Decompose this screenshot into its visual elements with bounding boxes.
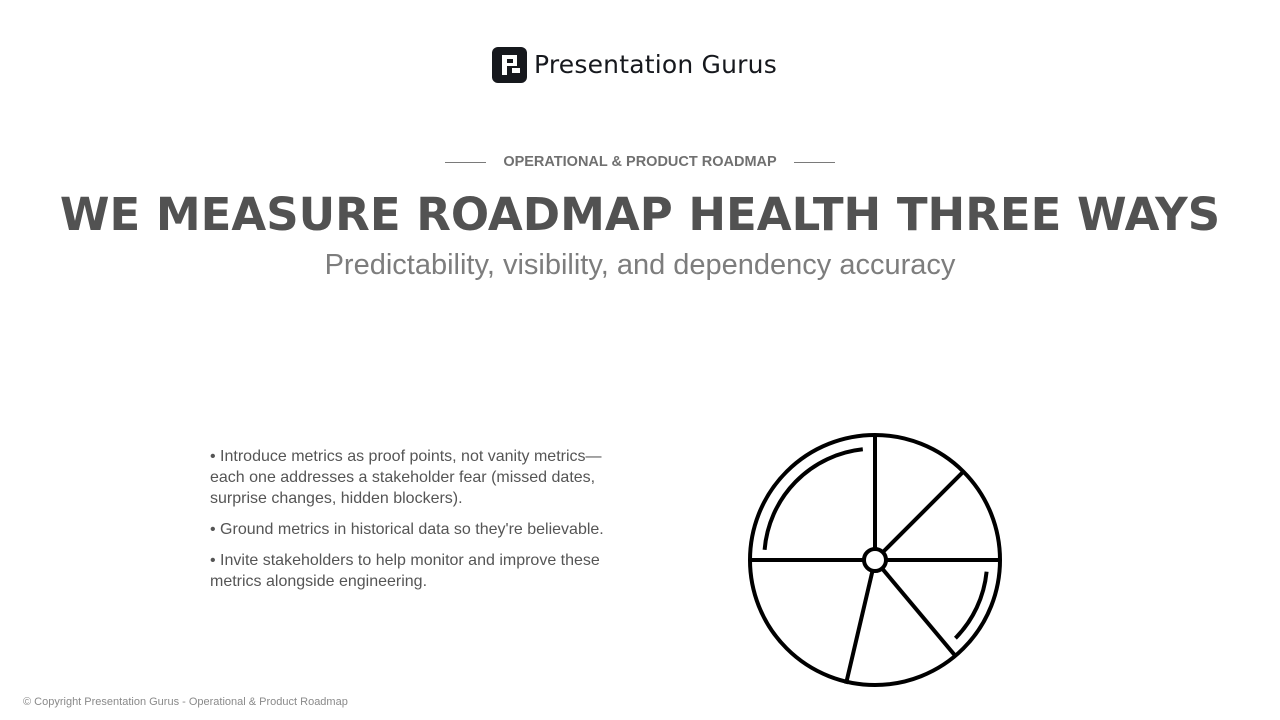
brand-logo	[492, 47, 777, 83]
presentation-gurus-logo-icon	[492, 47, 527, 83]
copyright-footer: © Copyright Presentation Gurus - Operational & Product Roadmap	[23, 696, 348, 708]
eyebrow-divider-right	[794, 162, 835, 163]
bullet-item: • Invite stakeholders to help monitor and improve these metrics alongside engineering.	[210, 552, 600, 590]
segmented-wheel-icon	[748, 432, 1002, 688]
bullet-item: • Ground metrics in historical data so they're believable.	[210, 521, 604, 538]
bullet-list	[210, 446, 610, 602]
eyebrow-label: OPERATIONAL & PRODUCT ROADMAP	[503, 154, 777, 170]
eyebrow-divider-left	[445, 162, 486, 163]
slide-title: WE MEASURE ROADMAP HEALTH THREE WAYS	[59, 188, 1221, 241]
slide-subtitle: Predictability, visibility, and dependency accuracy	[324, 249, 956, 281]
section-eyebrow	[0, 152, 1280, 172]
brand-name: Presentation Gurus	[534, 50, 777, 79]
bullet-item: • Introduce metrics as proof points, not vanity metrics—each one addresses a stakeholder fear (missed dates, surprise changes, hidden blockers).	[210, 448, 602, 507]
